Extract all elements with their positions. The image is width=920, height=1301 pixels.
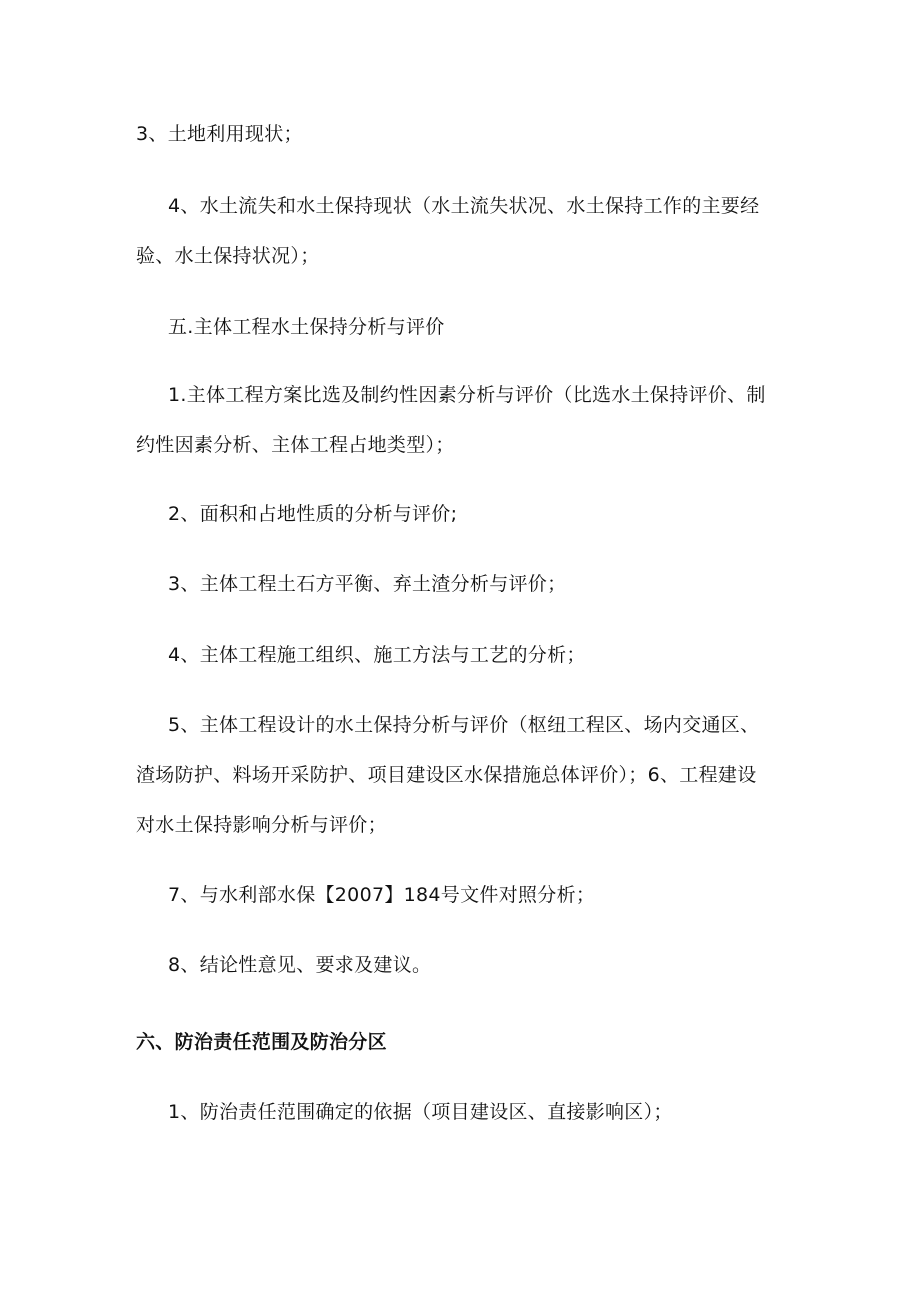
text-line-scheme-comparison-cont: 约性因素分析、主体工程占地类型）； xyxy=(136,434,455,456)
text-line-design-analysis-cont: 渣场防护、料场开采防护、项目建设区水保措施总体评价）；6、工程建设 xyxy=(136,764,757,786)
text-line-soil-erosion-status-cont: 验、水土保持状况）； xyxy=(136,245,320,267)
text-line-scheme-comparison: 1.主体工程方案比选及制约性因素分析与评价（比选水土保持评价、制 xyxy=(168,384,766,406)
section-heading-main-project-analysis: 五.主体工程水土保持分析与评价 xyxy=(168,316,445,338)
text-line-document-comparison: 7、与水利部水保【2007】184号文件对照分析； xyxy=(168,884,596,906)
text-line-area-analysis: 2、面积和占地性质的分析与评价; xyxy=(168,503,458,525)
text-line-earthwork-balance: 3、主体工程土石方平衡、弃土渣分析与评价； xyxy=(168,573,567,595)
text-line-soil-erosion-status: 4、水土流失和水土保持现状（水土流失状况、水土保持工作的主要经 xyxy=(168,195,760,217)
text-line-responsibility-basis: 1、防治责任范围确定的依据（项目建设区、直接影响区）； xyxy=(168,1101,673,1123)
text-line-conclusions: 8、结论性意见、要求及建议。 xyxy=(168,954,432,976)
text-line-design-analysis: 5、主体工程设计的水土保持分析与评价（枢纽工程区、场内交通区、 xyxy=(168,714,760,736)
text-line-construction-organization: 4、主体工程施工组织、施工方法与工艺的分析； xyxy=(168,644,586,666)
text-line-impact-analysis: 对水土保持影响分析与评价； xyxy=(136,814,387,836)
text-line-land-use: 3、土地利用现状； xyxy=(136,123,303,145)
section-heading-responsibility-scope: 六、防治责任范围及防治分区 xyxy=(136,1031,387,1053)
